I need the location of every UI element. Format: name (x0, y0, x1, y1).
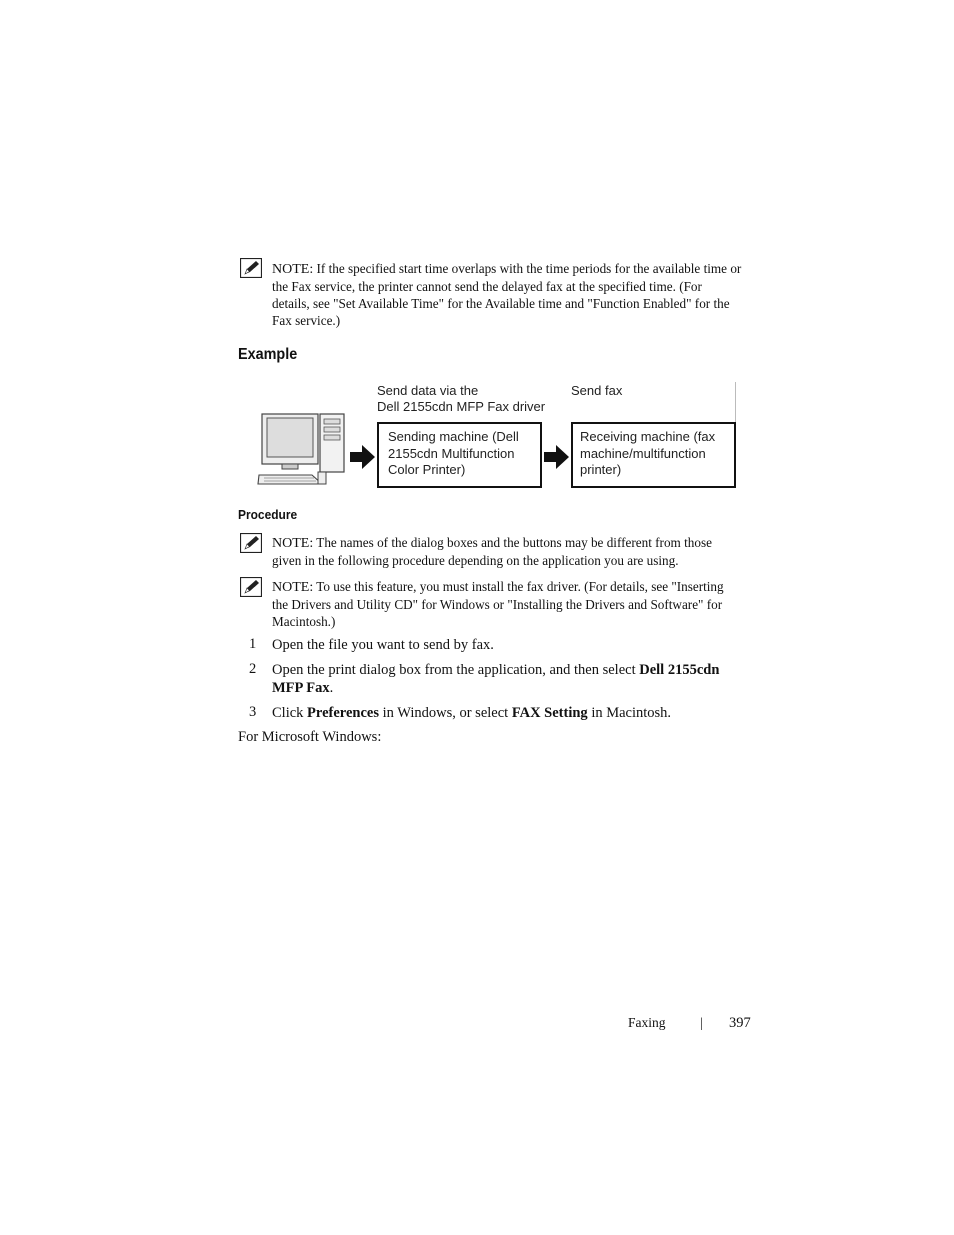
note-text: To use this feature, you must install the fax driver. (For details, see "Inserting the Drivers and Utility CD" for Windows or "Installing the Drivers and Software" for Macintosh.) (272, 579, 724, 629)
note-pencil-icon (240, 258, 262, 278)
note-label: NOTE: (272, 580, 314, 595)
procedure-heading: Procedure (238, 507, 298, 522)
note-2 (272, 534, 742, 569)
footer-separator: | (700, 1015, 703, 1030)
arrow-right-icon (544, 444, 570, 470)
note-3 (272, 578, 742, 630)
note-label: NOTE: (272, 536, 314, 551)
note-text: The names of the dialog boxes and the buttons may be different from those given in the following procedure depending on the application you are using. (272, 535, 712, 568)
receiving-machine-text: Receiving machine (fax machine/multifunction printer) (580, 429, 716, 477)
send-fax-label: Send fax (571, 383, 623, 398)
note-pencil-icon (240, 577, 262, 597)
product-name: Dell 2155cdn MFP Fax (272, 662, 720, 696)
step-1: Open the file you want to send by fax. (272, 637, 494, 653)
send-data-label: Send data via the Dell 2155cdn MFP Fax driver (377, 383, 546, 414)
note-pencil-icon (240, 533, 262, 553)
page-number: 397 (729, 1015, 751, 1031)
sending-machine-text: Sending machine (Dell 2155cdn Multifunction Color Printer) (388, 429, 519, 477)
footer-section: Faxing (628, 1015, 666, 1030)
diagram-edge-line (735, 382, 736, 422)
for-windows-text: For Microsoft Windows: (238, 729, 382, 745)
computer-icon (256, 412, 348, 488)
preferences-term: Preferences (307, 705, 379, 721)
note-label: NOTE: (272, 262, 314, 277)
note-1 (272, 260, 742, 329)
step-number: 2 (249, 661, 257, 677)
step-2: Open the print dialog box from the application, and then select Dell 2155cdn MFP Fax. (272, 662, 720, 696)
note-text: If the specified start time overlaps with the time periods for the available time or the Fax service, the printer cannot send the delayed fax at the specified time. (For details, see "Set Available Time" for the Available time and "Function Enabled" for the Fax service.) (272, 261, 742, 328)
arrow-right-icon (350, 444, 376, 470)
example-heading: Example (238, 346, 298, 363)
step-number: 1 (249, 636, 257, 652)
step-number: 3 (249, 704, 257, 720)
fax-setting-term: FAX Setting (511, 705, 588, 721)
step-3: Click Preferences in Windows, or select FAX Setting in Macintosh. (272, 705, 672, 721)
